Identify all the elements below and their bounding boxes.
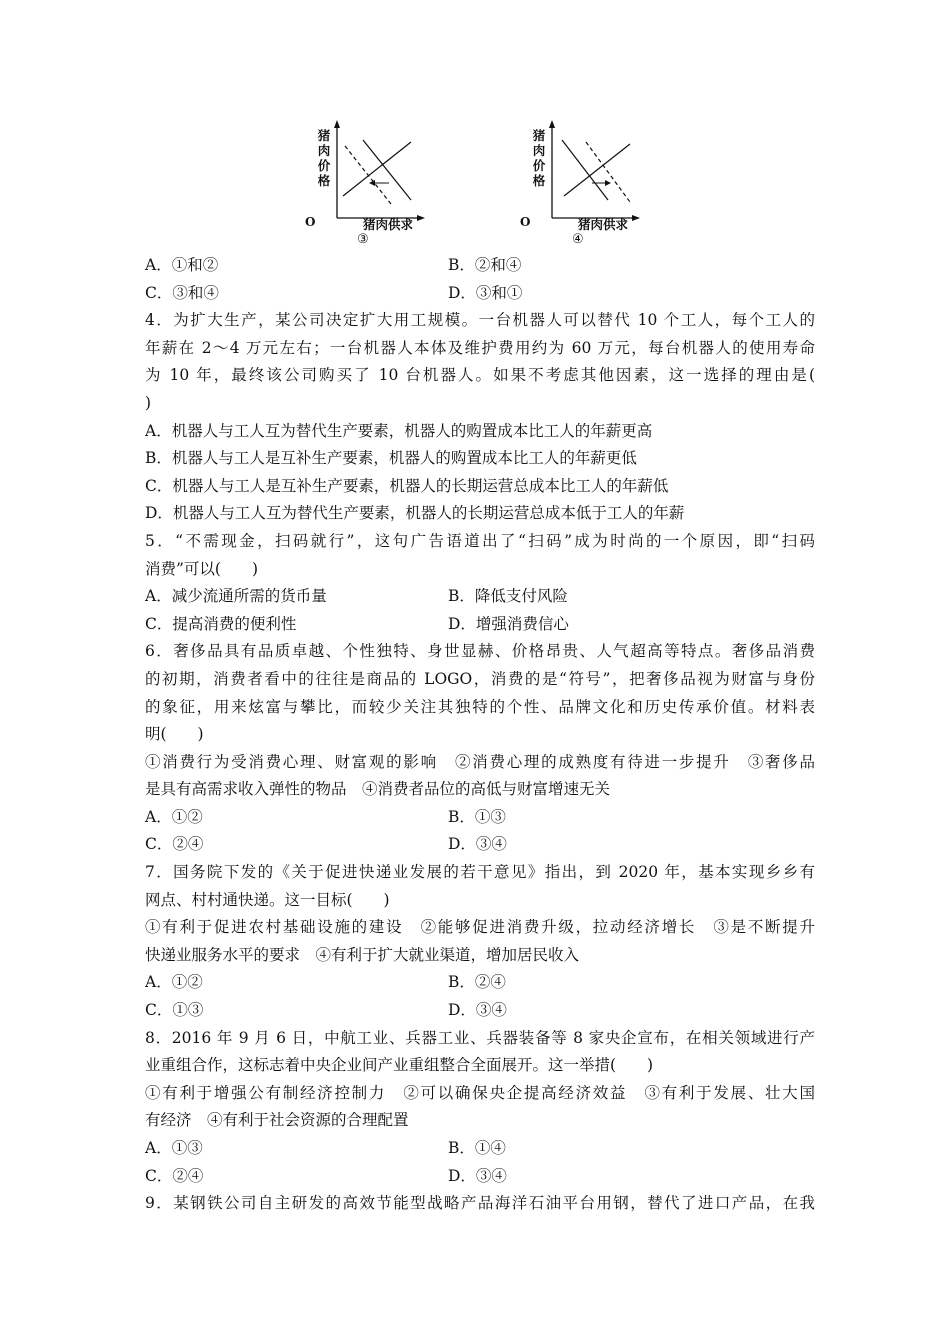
q7-options-row-2 [145,997,815,1025]
q7-items-line: 快递业服务水平的要求 ④有利于扩大就业渠道，增加居民收入 [145,945,580,964]
supply-demand-figures [0,120,950,260]
q7-option-d: D．③④ [448,1001,507,1020]
q8-options-row-2 [145,1163,815,1191]
q6-option-a: A．①② [145,807,203,826]
q5-option-a: A．减少流通所需的货币量 [145,587,327,606]
q7-stem-line: 网点、村村通快递。这一目标( ) [145,890,390,909]
q3-options-row-2 [145,280,815,308]
q5-options-row-1 [145,583,815,611]
q6-options-row-2 [145,831,815,859]
q6-option-c: C．②④ [145,835,204,854]
q4-option-a: A．机器人与工人互为替代生产要素，机器人的购置成本比工人的年薪更高 [145,421,653,440]
q5-option-d: D．增强消费信心 [448,614,569,633]
q7-options-row-1 [145,969,815,997]
q8-option-c: C．②④ [145,1166,204,1185]
q6-items-line: ①消费行为受消费心理、财富观的影响 ②消费心理的成熟度有待进一步提升 ③奢侈品 [145,752,815,771]
q8-stem-line: 业重组合作，这标志着中央企业间产业重组整合全面展开。这一举措( ) [145,1056,654,1075]
q7-option-b: B．②④ [448,973,506,992]
q3-option-a: A．①和② [145,256,219,274]
q4-stem-line: 为 10 年，最终该公司购买了 10 台机器人。如果不考虑其他因素，这一选择的理由是( [145,366,815,385]
q5-options-row-2 [145,611,815,639]
q4-option-d: D．机器人与工人互为替代生产要素，机器人的长期运营总成本低于工人的年薪 [145,504,685,523]
q4-stem-line: 4．为扩大生产，某公司决定扩大用工规模。一台机器人可以替代 10 个工人，每个工人的 [145,311,815,330]
q3-option-c: C．③和④ [145,283,219,302]
q5-stem-line: 消费”可以( ) [145,559,259,578]
q8-option-d: D．③④ [448,1166,507,1185]
x-axis-label: 猪肉供求 [578,217,629,232]
figure-number: ④ [572,232,584,247]
q8-items-line: 有经济 ④有利于社会资源的合理配置 [145,1111,409,1130]
q6-option-b: B．①③ [448,807,506,826]
figure-4-graph [520,120,690,260]
q5-option-c: C．提高消费的便利性 [145,614,297,633]
q4-option-b: B．机器人与工人是互补生产要素，机器人的购置成本比工人的年薪更低 [145,449,637,468]
q6-items-line: 是具有高需求收入弹性的物品 ④消费者品位的高低与财富增速无关 [145,780,611,799]
q8-option-b: B．①④ [448,1139,506,1157]
q8-stem-line: 8．2016 年 9 月 6 日，中航工业、兵器工业、兵器装备等 8 家央企宣布，在相关领域进行产 [145,1028,815,1047]
q6-stem-line: 6．奢侈品具有品质卓越、个性独特、身世显赫、价格昂贵、人气超高等特点。奢侈品消费 [145,642,815,661]
q3-options-row-1 [145,252,815,280]
q3-option-b: B．②和④ [448,256,522,274]
figure-3-graph [305,120,475,260]
q8-options-row-1 [145,1135,815,1163]
origin-label: O [520,215,531,229]
q9-stem-line: 9．某钢铁公司自主研发的高效节能型战略产品海洋石油平台用钢，替代了进口产品，在我 [145,1194,815,1213]
q7-option-c: C．①③ [145,1001,204,1020]
q6-options-row-1 [145,804,815,832]
q6-stem-line: 的初期，消费者看中的往往是商品的 LOGO，消费的是“符号”，把奢侈品视为财富与身份 [145,669,815,688]
q4-stem-line: ) [145,393,152,412]
q6-stem-line: 明( ) [145,725,204,744]
q7-option-a: A．①② [145,973,203,992]
y-axis-label: 猪 肉 价 格 [532,128,546,188]
q6-stem-line: 的象征，用来炫富与攀比，而较少关注其独特的个性、品牌文化和历史传承价值。材料表 [145,697,815,716]
q5-stem-line: 5．“不需现金，扫码就行”，这句广告语道出了“扫码”成为时尚的一个原因，即“扫码 [145,531,815,550]
figure-4 [520,120,690,260]
q3-option-d: D．③和① [448,283,523,302]
x-axis-label: 猪肉供求 [363,217,414,232]
q5-option-b: B．降低支付风险 [448,587,568,606]
q8-items-line: ①有利于增强公有制经济控制力 ②可以确保央企提高经济效益 ③有利于发展、壮大国 [145,1083,815,1102]
figure-3 [305,120,475,260]
q4-stem-line: 年薪在 2～4 万元左右；一台机器人本体及维护费用约为 60 万元，每台机器人的使用寿命 [145,338,815,357]
q8-option-a: A．①③ [145,1139,203,1157]
q6-option-d: D．③④ [448,835,507,854]
q7-items-line: ①有利于促进农村基础设施的建设 ②能够促进消费升级，拉动经济增长 ③是不断提升 [145,918,815,937]
questions [145,252,815,1218]
q4-option-c: C．机器人与工人是互补生产要素，机器人的长期运营总成本比工人的年薪低 [145,476,669,495]
y-axis-label: 猪 肉 价 格 [317,128,331,188]
figure-number: ③ [357,232,369,247]
q7-stem-line: 7．国务院下发的《关于促进快递业发展的若干意见》指出，到 2020 年，基本实现乡乡有 [145,863,815,882]
origin-label: O [305,215,316,229]
